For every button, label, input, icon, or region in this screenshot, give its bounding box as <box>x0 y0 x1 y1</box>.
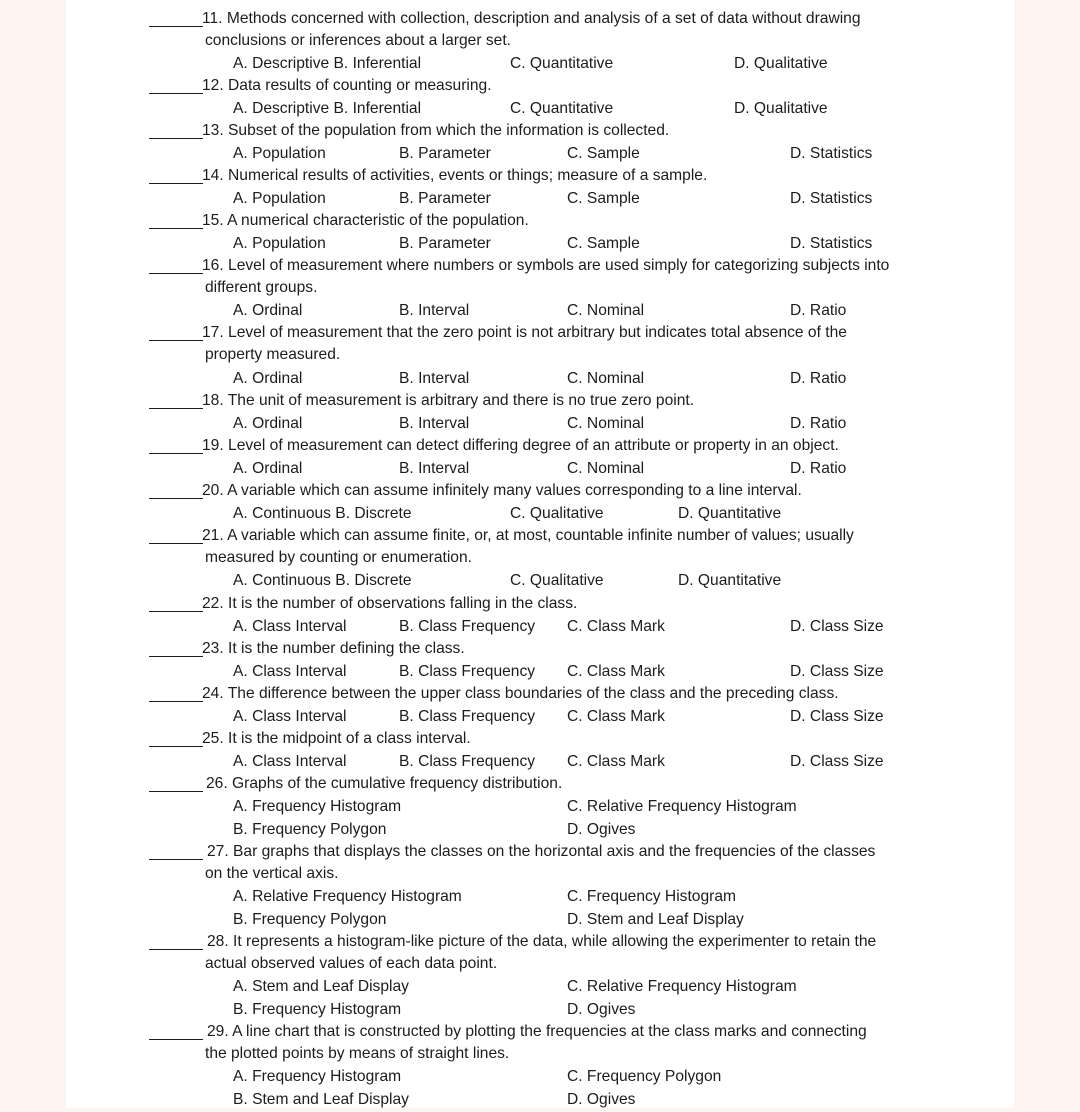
option: D. Ogives <box>567 821 636 838</box>
option: A. Ordinal <box>233 415 303 432</box>
option: B. Interval <box>399 302 470 319</box>
question-text: 29. A line chart that is constructed by plotting the frequencies at the class marks and connecting <box>207 1023 867 1040</box>
option: A. Stem and Leaf Display <box>233 978 409 995</box>
option: D. Class Size <box>790 663 884 680</box>
answer-blank[interactable] <box>149 138 203 139</box>
question-text: 14. Numerical results of activities, events or things; measure of a sample. <box>202 167 708 184</box>
answer-blank[interactable] <box>149 93 203 94</box>
option: D. Qualitative <box>734 55 828 72</box>
option: C. Nominal <box>567 370 645 387</box>
option: A. Descriptive B. Inferential <box>233 55 422 72</box>
option: B. Frequency Polygon <box>233 911 387 928</box>
option: C. Nominal <box>567 302 645 319</box>
question-text: 21. A variable which can assume finite, or, at most, countable infinite number of values; usually <box>202 527 854 544</box>
option: B. Parameter <box>399 235 491 252</box>
question-text: 11. Methods concerned with collection, description and analysis of a set of data without drawing <box>202 10 861 27</box>
option: B. Interval <box>399 370 470 387</box>
option: D. Ogives <box>567 1091 636 1108</box>
option: B. Class Frequency <box>399 753 536 770</box>
option: B. Stem and Leaf Display <box>233 1091 409 1108</box>
option: C. Class Mark <box>567 663 665 680</box>
question-text: 20. A variable which can assume infinitely many values corresponding to a line interval. <box>202 482 802 499</box>
question-text-continued: conclusions or inferences about a larger set. <box>205 32 511 49</box>
answer-blank[interactable] <box>149 453 203 454</box>
option: A. Population <box>233 145 326 162</box>
option: A. Class Interval <box>233 708 347 725</box>
answer-blank[interactable] <box>149 656 203 657</box>
answer-blank[interactable] <box>149 340 203 341</box>
option: C. Sample <box>567 190 640 207</box>
option: B. Parameter <box>399 190 491 207</box>
option: C. Quantitative <box>510 100 614 117</box>
answer-blank[interactable] <box>149 859 203 860</box>
question-text-continued: different groups. <box>205 279 318 296</box>
option: C. Quantitative <box>510 55 614 72</box>
option: C. Class Mark <box>567 708 665 725</box>
option: C. Frequency Polygon <box>567 1068 722 1085</box>
answer-blank[interactable] <box>149 611 203 612</box>
option: C. Sample <box>567 145 640 162</box>
option: C. Sample <box>567 235 640 252</box>
option: A. Relative Frequency Histogram <box>233 888 462 905</box>
option: A. Ordinal <box>233 460 303 477</box>
question-text: 25. It is the midpoint of a class interval. <box>202 730 471 747</box>
option: D. Quantitative <box>678 505 782 522</box>
question-text-continued: on the vertical axis. <box>205 865 339 882</box>
answer-blank[interactable] <box>149 408 203 409</box>
question-text-continued: actual observed values of each data point. <box>205 955 498 972</box>
option: A. Frequency Histogram <box>233 1068 402 1085</box>
option: D. Ratio <box>790 460 847 477</box>
question-text: 17. Level of measurement that the zero point is not arbitrary but indicates total absence of the <box>202 324 847 341</box>
option: B. Class Frequency <box>399 708 536 725</box>
option: D. Class Size <box>790 753 884 770</box>
question-text: 22. It is the number of observations falling in the class. <box>202 595 578 612</box>
answer-blank[interactable] <box>149 791 203 792</box>
option: A. Population <box>233 235 326 252</box>
question-text: 26. Graphs of the cumulative frequency distribution. <box>206 775 563 792</box>
answer-blank[interactable] <box>149 26 203 27</box>
question-text: 24. The difference between the upper class boundaries of the class and the preceding class. <box>202 685 839 702</box>
question-text: 13. Subset of the population from which the information is collected. <box>202 122 670 139</box>
question-text: 27. Bar graphs that displays the classes on the horizontal axis and the frequencies of the classes <box>207 843 876 860</box>
option: D. Ratio <box>790 370 847 387</box>
option: D. Class Size <box>790 618 884 635</box>
answer-blank[interactable] <box>149 1039 203 1040</box>
option: B. Parameter <box>399 145 491 162</box>
answer-blank[interactable] <box>149 543 203 544</box>
option: A. Population <box>233 190 326 207</box>
option: A. Ordinal <box>233 370 303 387</box>
question-text: 28. It represents a histogram-like picture of the data, while allowing the experimenter to retain the <box>207 933 877 950</box>
answer-blank[interactable] <box>149 183 203 184</box>
option: A. Frequency Histogram <box>233 798 402 815</box>
option: D. Statistics <box>790 190 873 207</box>
answer-blank[interactable] <box>149 273 203 274</box>
question-text-continued: property measured. <box>205 346 341 363</box>
option: A. Class Interval <box>233 753 347 770</box>
option: C. Class Mark <box>567 618 665 635</box>
option: C. Relative Frequency Histogram <box>567 798 797 815</box>
question-text: 19. Level of measurement can detect differing degree of an attribute or property in an object. <box>202 437 839 454</box>
option: C. Relative Frequency Histogram <box>567 978 797 995</box>
option: A. Continuous B. Discrete <box>233 505 412 522</box>
option: C. Nominal <box>567 415 645 432</box>
answer-blank[interactable] <box>149 498 203 499</box>
answer-blank[interactable] <box>149 701 203 702</box>
option: B. Interval <box>399 460 470 477</box>
question-text: 12. Data results of counting or measuring. <box>202 77 492 94</box>
option: B. Class Frequency <box>399 663 536 680</box>
option: B. Interval <box>399 415 470 432</box>
option: D. Quantitative <box>678 572 782 589</box>
option: D. Ratio <box>790 302 847 319</box>
option: B. Frequency Polygon <box>233 821 387 838</box>
question-text: 15. A numerical characteristic of the population. <box>202 212 529 229</box>
option: C. Qualitative <box>510 505 604 522</box>
option: D. Ratio <box>790 415 847 432</box>
option: B. Class Frequency <box>399 618 536 635</box>
option: C. Frequency Histogram <box>567 888 736 905</box>
option: B. Frequency Histogram <box>233 1001 402 1018</box>
option: C. Class Mark <box>567 753 665 770</box>
option: D. Class Size <box>790 708 884 725</box>
option: D. Statistics <box>790 145 873 162</box>
option: D. Stem and Leaf Display <box>567 911 744 928</box>
option: D. Ogives <box>567 1001 636 1018</box>
option: A. Descriptive B. Inferential <box>233 100 422 117</box>
option: C. Qualitative <box>510 572 604 589</box>
answer-blank[interactable] <box>149 949 203 950</box>
answer-blank[interactable] <box>149 228 203 229</box>
option: A. Class Interval <box>233 663 347 680</box>
answer-blank[interactable] <box>149 746 203 747</box>
option: A. Continuous B. Discrete <box>233 572 412 589</box>
question-text: 18. The unit of measurement is arbitrary and there is no true zero point. <box>202 392 695 409</box>
question-text-continued: measured by counting or enumeration. <box>205 549 472 566</box>
question-text-continued: the plotted points by means of straight lines. <box>205 1045 510 1062</box>
option: A. Ordinal <box>233 302 303 319</box>
worksheet-page <box>66 0 1014 1108</box>
question-text: 23. It is the number defining the class. <box>202 640 465 657</box>
option: A. Class Interval <box>233 618 347 635</box>
question-text: 16. Level of measurement where numbers or symbols are used simply for categorizing subjects into <box>202 257 890 274</box>
option: D. Statistics <box>790 235 873 252</box>
option: D. Qualitative <box>734 100 828 117</box>
option: C. Nominal <box>567 460 645 477</box>
